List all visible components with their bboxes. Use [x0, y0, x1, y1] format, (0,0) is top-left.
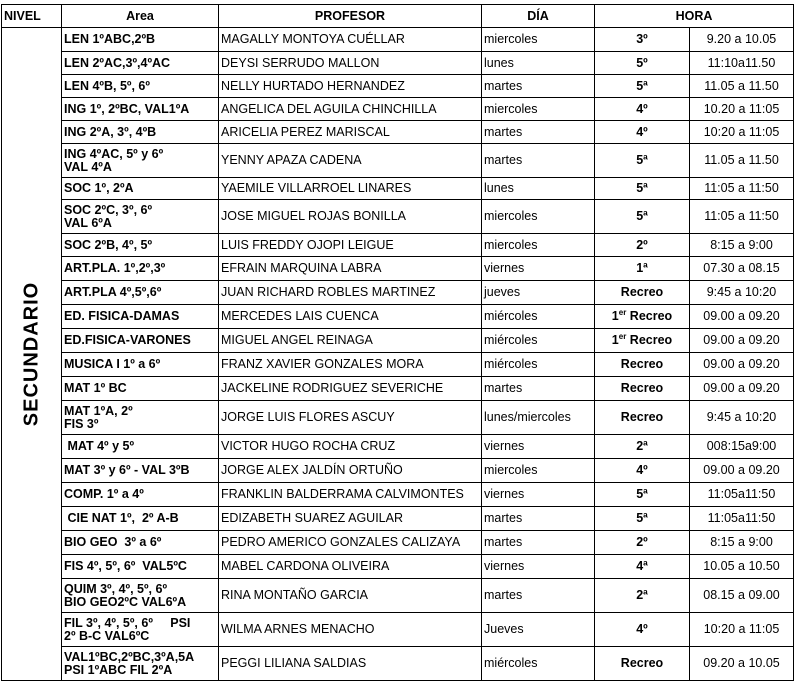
dia-cell: miércoles — [482, 329, 595, 353]
table-row — [2, 613, 794, 647]
time-cell: 11:05a11:50 — [690, 507, 794, 531]
schedule-table — [1, 4, 794, 681]
time-cell: 09.00 a 09.20 — [690, 329, 794, 353]
slot-cell: 5ª — [595, 144, 690, 178]
slot-cell: 5ª — [595, 507, 690, 531]
area-cell: MAT 3º y 6º - VAL 3ºB — [62, 459, 219, 483]
time-cell: 9:45 a 10:20 — [690, 281, 794, 305]
slot-cell: 4º — [595, 98, 690, 121]
area-cell: QUIM 3º, 4º, 5º, 6º BIO GEO2ºC VAL6ºA — [62, 579, 219, 613]
time-cell: 09.00 a 09.20 — [690, 459, 794, 483]
time-cell: 09.00 a 09.20 — [690, 377, 794, 401]
table-row — [2, 401, 794, 435]
profesor-cell: VICTOR HUGO ROCHA CRUZ — [219, 435, 482, 459]
slot-cell: 5ª — [595, 75, 690, 98]
slot-cell: 5ª — [595, 483, 690, 507]
time-cell: 8:15 a 9:00 — [690, 531, 794, 555]
area-cell: ED.FISICA-VARONES — [62, 329, 219, 353]
profesor-cell: MAGALLY MONTOYA CUÉLLAR — [219, 28, 482, 52]
table-row — [2, 281, 794, 305]
table-row — [2, 353, 794, 377]
area-cell: VAL1ºBC,2ºBC,3ºA,5A PSI 1ºABC FIL 2ºA — [62, 647, 219, 681]
time-cell: 07.30 a 08.15 — [690, 257, 794, 281]
dia-cell: viernes — [482, 257, 595, 281]
dia-cell: miercoles — [482, 234, 595, 257]
slot-cell: 5ª — [595, 200, 690, 234]
dia-cell: miercoles — [482, 98, 595, 121]
profesor-cell: EDIZABETH SUAREZ AGUILAR — [219, 507, 482, 531]
time-cell: 11:10a11.50 — [690, 52, 794, 75]
profesor-cell: DEYSI SERRUDO MALLON — [219, 52, 482, 75]
table-row — [2, 435, 794, 459]
table-row — [2, 377, 794, 401]
header-dia: DÍA — [482, 5, 595, 28]
profesor-cell: PEDRO AMERICO GONZALES CALIZAYA — [219, 531, 482, 555]
header-area: Area — [62, 5, 219, 28]
profesor-cell: LUIS FREDDY OJOPI LEIGUE — [219, 234, 482, 257]
profesor-cell: JACKELINE RODRIGUEZ SEVERICHE — [219, 377, 482, 401]
table-row — [2, 28, 794, 52]
area-cell: ING 4ºAC, 5º y 6º VAL 4ºA — [62, 144, 219, 178]
slot-cell: 3º — [595, 28, 690, 52]
dia-cell: martes — [482, 75, 595, 98]
area-cell: MAT 4º y 5º — [62, 435, 219, 459]
profesor-cell: JOSE MIGUEL ROJAS BONILLA — [219, 200, 482, 234]
slot-ordinal: 1 — [611, 333, 619, 347]
area-cell: SOC 1º, 2ºA — [62, 178, 219, 200]
time-cell: 9.20 a 10.05 — [690, 28, 794, 52]
slot-cell: Recreo — [595, 281, 690, 305]
time-cell: 11:05 a 11:50 — [690, 178, 794, 200]
area-cell: ART.PLA. 1º,2º,3º — [62, 257, 219, 281]
slot-cell: 4º — [595, 121, 690, 144]
time-cell: 09.00 a 09.20 — [690, 353, 794, 377]
area-cell: ING 1º, 2ºBC, VAL1ºA — [62, 98, 219, 121]
area-cell: SOC 2ºC, 3º, 6º VAL 6ºA — [62, 200, 219, 234]
header-row — [2, 5, 794, 28]
dia-cell: miércoles — [482, 353, 595, 377]
table-row — [2, 257, 794, 281]
area-cell: FIS 4º, 5º, 6º VAL5ºC — [62, 555, 219, 579]
slot-cell: 2º — [595, 234, 690, 257]
dia-cell: martes — [482, 507, 595, 531]
time-cell: 11.05 a 11.50 — [690, 144, 794, 178]
slot-cell: Recreo — [595, 377, 690, 401]
dia-cell: viernes — [482, 483, 595, 507]
dia-cell: miercoles — [482, 200, 595, 234]
profesor-cell: JUAN RICHARD ROBLES MARTINEZ — [219, 281, 482, 305]
time-cell: 09.00 a 09.20 — [690, 305, 794, 329]
table-row — [2, 75, 794, 98]
dia-cell: viernes — [482, 555, 595, 579]
slot-cell: Recreo — [595, 647, 690, 681]
area-cell: LEN 1ºABC,2ºB — [62, 28, 219, 52]
table-row — [2, 200, 794, 234]
profesor-cell: FRANZ XAVIER GONZALES MORA — [219, 353, 482, 377]
slot-ordinal-suffix: er — [618, 307, 627, 317]
area-cell: BIO GEO 3º a 6º — [62, 531, 219, 555]
profesor-cell: MABEL CARDONA OLIVEIRA — [219, 555, 482, 579]
dia-cell: miercoles — [482, 459, 595, 483]
slot-cell: 4º — [595, 459, 690, 483]
table-row — [2, 178, 794, 200]
dia-cell: martes — [482, 121, 595, 144]
table-row — [2, 305, 794, 329]
profesor-cell: JORGE ALEX JALDÍN ORTUÑO — [219, 459, 482, 483]
table-row — [2, 459, 794, 483]
slot-cell: 4º — [595, 613, 690, 647]
dia-cell: miércoles — [482, 305, 595, 329]
area-cell: ART.PLA 4º,5º,6º — [62, 281, 219, 305]
dia-cell: viernes — [482, 435, 595, 459]
profesor-cell: MIGUEL ANGEL REINAGA — [219, 329, 482, 353]
time-cell: 008:15a9:00 — [690, 435, 794, 459]
dia-cell: Jueves — [482, 613, 595, 647]
area-cell: LEN 2ºAC,3º,4ºAC — [62, 52, 219, 75]
dia-cell: lunes/miercoles — [482, 401, 595, 435]
slot-label: Recreo — [629, 309, 673, 323]
area-cell: MUSICA I 1º a 6º — [62, 353, 219, 377]
profesor-cell: EFRAIN MARQUINA LABRA — [219, 257, 482, 281]
dia-cell: martes — [482, 144, 595, 178]
table-row — [2, 507, 794, 531]
header-profesor: PROFESOR — [219, 5, 482, 28]
area-cell: ING 2ºA, 3º, 4ºB — [62, 121, 219, 144]
table-row — [2, 234, 794, 257]
slot-ordinal-suffix: er — [618, 331, 627, 341]
table-row — [2, 531, 794, 555]
dia-cell: jueves — [482, 281, 595, 305]
time-cell: 11.05 a 11.50 — [690, 75, 794, 98]
slot-cell: 2ª — [595, 435, 690, 459]
time-cell: 09.20 a 10.05 — [690, 647, 794, 681]
dia-cell: martes — [482, 579, 595, 613]
area-cell: FIL 3º, 4º, 5º, 6º PSI 2º B-C VAL6ºC — [62, 613, 219, 647]
slot-cell: Recreo — [595, 401, 690, 435]
dia-cell: miercoles — [482, 28, 595, 52]
header-hora: HORA — [595, 5, 794, 28]
area-cell: MAT 1ºA, 2º FIS 3º — [62, 401, 219, 435]
header-nivel: NIVEL — [2, 5, 62, 28]
time-cell: 10.05 a 10.50 — [690, 555, 794, 579]
time-cell: 9:45 a 10:20 — [690, 401, 794, 435]
area-cell: MAT 1º BC — [62, 377, 219, 401]
profesor-cell: PEGGI LILIANA SALDIAS — [219, 647, 482, 681]
table-row — [2, 98, 794, 121]
time-cell: 08.15 a 09.00 — [690, 579, 794, 613]
table-row — [2, 144, 794, 178]
slot-cell: 5ª — [595, 178, 690, 200]
time-cell: 10:20 a 11:05 — [690, 121, 794, 144]
area-cell: LEN 4ºB, 5º, 6º — [62, 75, 219, 98]
slot-cell — [595, 329, 690, 353]
slot-cell: 5º — [595, 52, 690, 75]
slot-label: Recreo — [629, 333, 673, 347]
profesor-cell: RINA MONTAÑO GARCIA — [219, 579, 482, 613]
time-cell: 8:15 a 9:00 — [690, 234, 794, 257]
profesor-cell: MERCEDES LAIS CUENCA — [219, 305, 482, 329]
table-row — [2, 483, 794, 507]
slot-cell: 4ª — [595, 555, 690, 579]
level-label: SECUNDARIO — [20, 281, 42, 427]
table-row — [2, 52, 794, 75]
table-row — [2, 647, 794, 681]
time-cell: 10.20 a 11:05 — [690, 98, 794, 121]
profesor-cell: ANGELICA DEL AGUILA CHINCHILLA — [219, 98, 482, 121]
dia-cell: lunes — [482, 52, 595, 75]
profesor-cell: YENNY APAZA CADENA — [219, 144, 482, 178]
table-row — [2, 555, 794, 579]
area-cell: COMP. 1º a 4º — [62, 483, 219, 507]
slot-cell: 1ª — [595, 257, 690, 281]
slot-cell: 2ª — [595, 579, 690, 613]
table-row — [2, 329, 794, 353]
area-cell: CIE NAT 1º, 2º A-B — [62, 507, 219, 531]
table-row — [2, 579, 794, 613]
profesor-cell: YAEMILE VILLARROEL LINARES — [219, 178, 482, 200]
slot-cell — [595, 305, 690, 329]
dia-cell: martes — [482, 531, 595, 555]
profesor-cell: NELLY HURTADO HERNANDEZ — [219, 75, 482, 98]
level-cell — [2, 28, 62, 681]
slot-ordinal: 1 — [611, 309, 619, 323]
slot-cell: 2º — [595, 531, 690, 555]
profesor-cell: ARICELIA PEREZ MARISCAL — [219, 121, 482, 144]
dia-cell: martes — [482, 377, 595, 401]
profesor-cell: JORGE LUIS FLORES ASCUY — [219, 401, 482, 435]
area-cell: ED. FISICA-DAMAS — [62, 305, 219, 329]
slot-cell: Recreo — [595, 353, 690, 377]
table-row — [2, 121, 794, 144]
area-cell: SOC 2ºB, 4º, 5º — [62, 234, 219, 257]
dia-cell: lunes — [482, 178, 595, 200]
time-cell: 10:20 a 11:05 — [690, 613, 794, 647]
dia-cell: miércoles — [482, 647, 595, 681]
profesor-cell: WILMA ARNES MENACHO — [219, 613, 482, 647]
profesor-cell: FRANKLIN BALDERRAMA CALVIMONTES — [219, 483, 482, 507]
time-cell: 11:05a11:50 — [690, 483, 794, 507]
time-cell: 11:05 a 11:50 — [690, 200, 794, 234]
